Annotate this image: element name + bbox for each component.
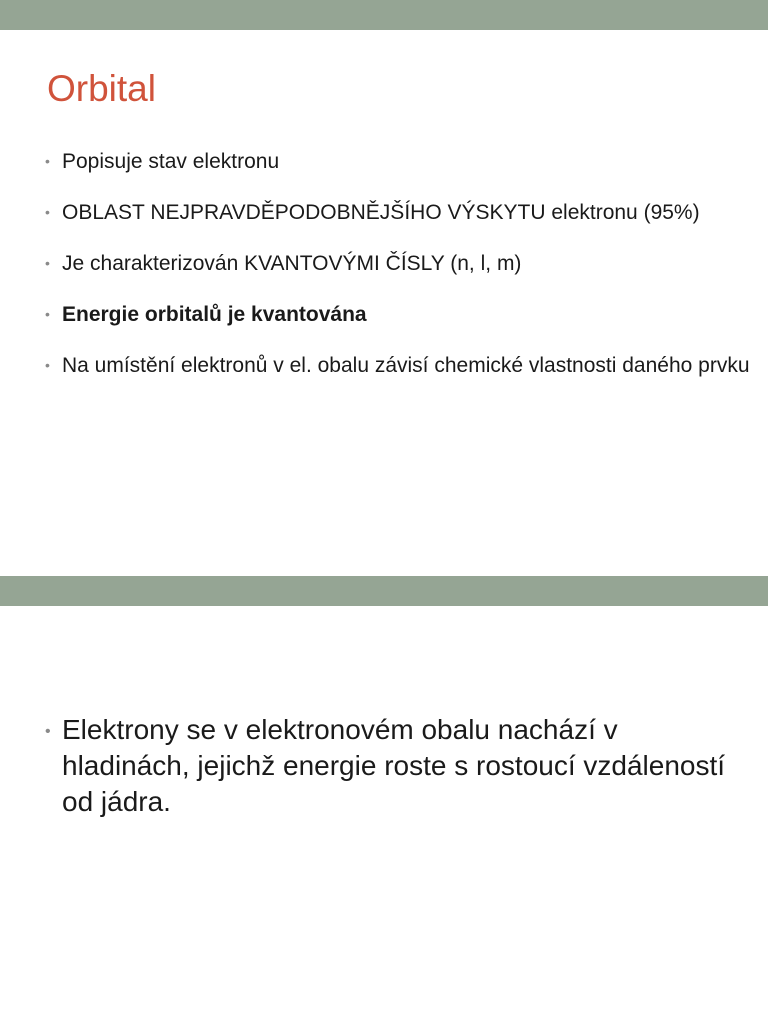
slide-header-bar: [0, 0, 768, 30]
bullet-dot-icon: •: [45, 357, 50, 373]
slide-2: [0, 576, 768, 1024]
bullet-dot-icon: •: [45, 306, 50, 322]
bullet-item: [44, 189, 756, 236]
bullet-item: [44, 712, 734, 820]
bullet-dot-icon: •: [45, 255, 50, 271]
bullet-text: Elektrony se v elektronovém obalu nachází v hladinách, jejichž energie roste s rostoucí vzdáleností od jádra.: [62, 714, 726, 817]
bullet-list: [44, 712, 734, 824]
bullet-item: [44, 342, 756, 389]
bullet-dot-icon: •: [45, 153, 50, 169]
bullet-dot-icon: •: [45, 723, 51, 740]
bullet-text: Je charakterizován KVANTOVÝMI ČÍSLY (n, l, m): [62, 252, 522, 275]
bullet-text: OBLAST NEJPRAVDĚPODOBNĚJŠÍHO VÝSKYTU elektronu (95%): [62, 201, 700, 224]
bullet-text: Energie orbitalů je kvantována: [62, 303, 367, 326]
bullet-text: Na umístění elektronů v el. obalu závisí chemické vlastnosti daného prvku: [62, 354, 750, 377]
bullet-list: [44, 138, 756, 393]
bullet-dot-icon: •: [45, 204, 50, 220]
bullet-text: Popisuje stav elektronu: [62, 150, 280, 173]
slide-header-bar: [0, 576, 768, 606]
bullet-item: [44, 291, 756, 338]
bullet-item: [44, 240, 756, 287]
slide-title: Orbital: [47, 68, 156, 109]
bullet-item: [44, 138, 756, 185]
